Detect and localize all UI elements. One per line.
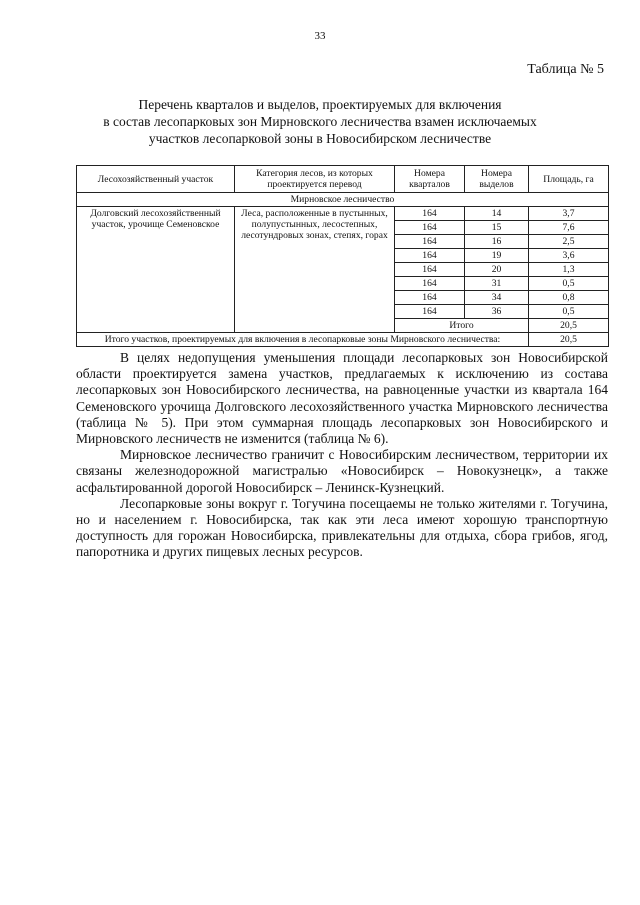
area-cell: 2,5 — [529, 235, 609, 249]
area-cell: 3,7 — [529, 207, 609, 221]
section-cell: 15 — [465, 221, 529, 235]
subtotal-value: 20,5 — [529, 319, 609, 333]
header-category: Категория лесов, из которых проектируется перевод — [235, 166, 395, 193]
quarter-cell: 164 — [395, 235, 465, 249]
body-text — [76, 350, 608, 561]
quarter-cell: 164 — [395, 291, 465, 305]
header-area: Площадь, га — [529, 166, 609, 193]
area-cell: 0,5 — [529, 305, 609, 319]
section-cell: 19 — [465, 249, 529, 263]
table-caption: Таблица № 5 — [527, 62, 604, 77]
area-cell: 0,8 — [529, 291, 609, 305]
quarter-cell: 164 — [395, 277, 465, 291]
section-cell: 20 — [465, 263, 529, 277]
section-row — [77, 193, 609, 207]
page-number: 33 — [314, 30, 326, 42]
grand-total-label: Итого участков, проектируемых для включения в лесопарковые зоны Мирновского лесничества: — [77, 333, 529, 347]
paragraph: В целях недопущения уменьшения площади лесопарковых зон Новосибирской области проектируется замена участков, предлагаемых к исключению из состава лесопарковых зон Новосибирского лесничества, на равноценные участки из квартала 164 Семеновского урочища Долговского лесохозяйственного участка Мирновского лесничества (таблица № 5). При этом суммарная площадь лесопарковых зон Новосибирского и Мирновского лесничеств не изменится (таблица № 6). — [76, 350, 608, 447]
table-header-row — [77, 166, 609, 193]
section-cell: 34 — [465, 291, 529, 305]
paragraph: Мирновское лесничество граничит с Новосибирским лесничеством, территории их связаны железнодорожной магистралью «Новосибирск – Новокузнецк», а также асфальтированной дорогой Новосибирск – Ленинск-Кузнецкий. — [76, 447, 608, 495]
quarter-cell: 164 — [395, 305, 465, 319]
quarter-cell: 164 — [395, 263, 465, 277]
area-cell: 0,5 — [529, 277, 609, 291]
section-cell: 36 — [465, 305, 529, 319]
section-label: Мирновское лесничество — [77, 193, 609, 207]
header-plot: Лесохозяйственный участок — [77, 166, 235, 193]
quarter-cell: 164 — [395, 221, 465, 235]
table-title-line: в состав лесопарковых зон Мирновского лесничества взамен исключаемых — [103, 114, 537, 129]
table-title — [60, 96, 580, 147]
category-cell: Леса, расположенные в пустынных, полупустынных, лесостепных, лесотундровых зонах, степях, горах — [235, 207, 395, 333]
area-cell: 1,3 — [529, 263, 609, 277]
plot-cell: Долговский лесохозяйственный участок, урочище Семеновское — [77, 207, 235, 333]
area-cell: 7,6 — [529, 221, 609, 235]
table-title-line: участков лесопарковой зоны в Новосибирском лесничестве — [148, 131, 492, 146]
quarter-cell: 164 — [395, 249, 465, 263]
header-sections: Номера выделов — [465, 166, 529, 193]
section-cell: 31 — [465, 277, 529, 291]
paragraph: Лесопарковые зоны вокруг г. Тогучина посещаемы не только жителями г. Тогучина, но и населением г. Новосибирска, так как эти леса имеют хорошую транспортную доступность для горожан Новосибирска, привлекательны для отдыха, сбора грибов, ягод, папоротника и других пищевых лесных ресурсов. — [76, 495, 608, 560]
area-cell: 3,6 — [529, 249, 609, 263]
grand-total-row — [77, 333, 609, 347]
table-title-line: Перечень кварталов и выделов, проектируемых для включения — [138, 97, 502, 112]
header-quarters: Номера кварталов — [395, 166, 465, 193]
quarter-cell: 164 — [395, 207, 465, 221]
subtotal-label: Итого — [395, 319, 529, 333]
forest-quarters-table — [76, 165, 609, 347]
section-cell: 14 — [465, 207, 529, 221]
table-row — [77, 207, 609, 221]
section-cell: 16 — [465, 235, 529, 249]
grand-total-value: 20,5 — [529, 333, 609, 347]
